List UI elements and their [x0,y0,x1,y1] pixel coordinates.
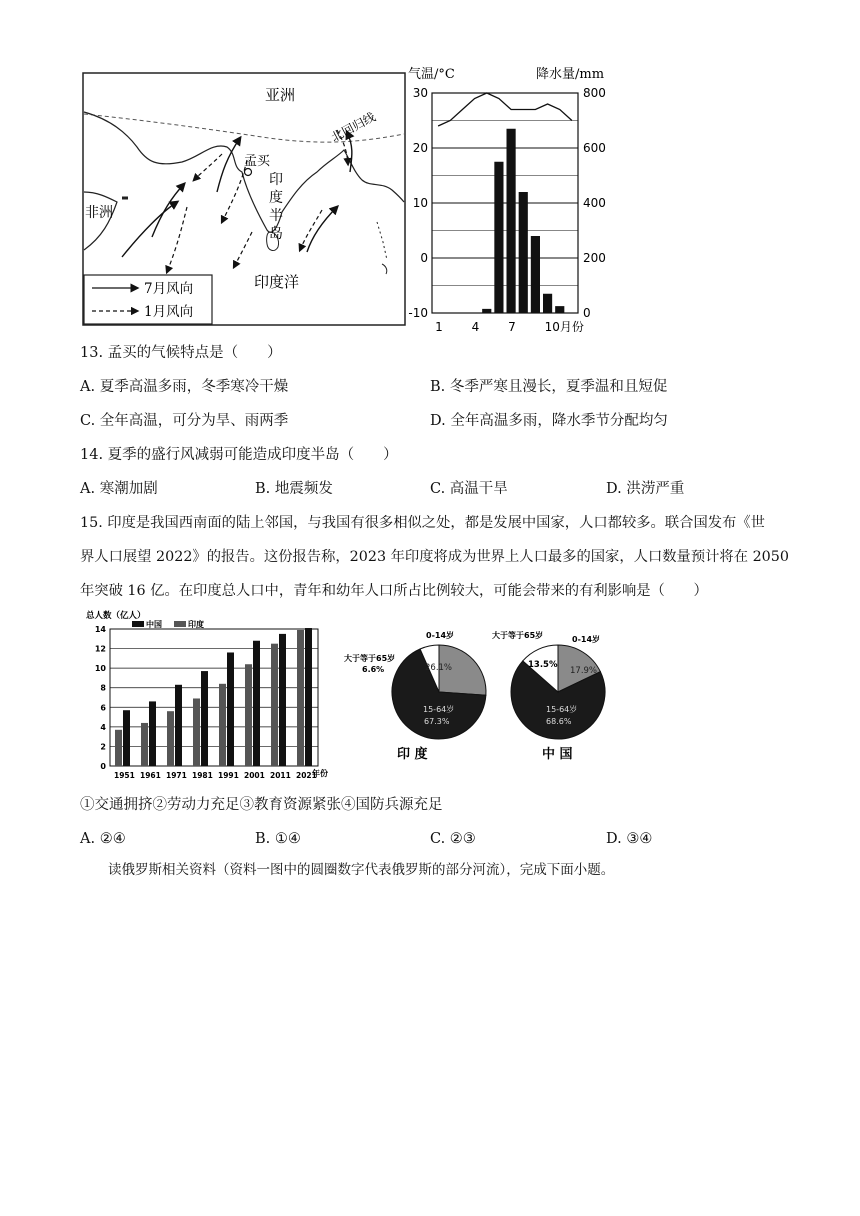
pop-x-tick: 1981 [192,771,213,780]
precip-tick-label: 0 [583,306,591,320]
pop-y-tick: 4 [100,722,106,732]
precip-bar [555,306,564,313]
temp-tick-label: 10 [412,196,428,210]
india-pop-bar [219,684,226,766]
india-1564-label: 15-64岁 [423,705,455,714]
month-tick-label: 10月份 [544,320,584,334]
peninsula-char-3: 半 [269,208,283,224]
legend-july: 7月风向 [144,281,194,297]
q14-option-a[interactable]: A. 寒潮加剧 [80,481,158,497]
china-pop-bar [123,710,130,766]
month-tick-label: 7 [508,320,516,334]
q13-option-a[interactable]: A. 夏季高温多雨，冬季寒冷干燥 [80,379,289,395]
africa-label: 非洲 [85,205,113,221]
q13-option-c[interactable]: C. 全年高温，可分为旱、雨两季 [80,413,289,429]
china-pop-bar [279,634,286,766]
pop-y-tick: 14 [94,625,106,634]
india-65-label: 大于等于65岁 [344,654,396,663]
precip-tick-label: 800 [583,86,606,100]
q14-stem: 14. 夏季的盛行风减弱可能造成印度半岛（ ） [80,447,398,463]
india-65-value: 6.6% [362,665,385,674]
pop-xlabel: 年份 [312,769,328,778]
mumbai-label: 孟买 [244,154,271,169]
population-bar-chart [80,606,340,784]
temp-tick-label: -10 [408,306,428,320]
pop-y-tick: 2 [100,742,106,752]
precip-tick-label: 400 [583,196,606,210]
pop-x-tick: 1991 [218,771,239,780]
india-pop-bar [193,698,200,766]
china-pop-bar [305,628,312,766]
q15-line-3: 年突破 16 亿。在印度总人口中，青年和幼年人口所占比例较大，可能会带来的有利影响是（ ） [80,583,708,599]
china-pie-title: 中 国 [542,747,573,762]
q14-option-c[interactable]: C. 高温干旱 [430,481,508,497]
q15-line-1: 15. 印度是我国西南面的陆上邻国，与我国有很多相似之处，都是发展中国家，人口都较多。联合国发布《世 [80,515,765,531]
pop-ylabel: 总人数（亿人） [86,611,146,621]
q14-option-d[interactable]: D. 洪涝严重 [606,481,685,497]
china-1564-value: 68.6% [546,717,572,726]
india-pop-bar [245,664,252,766]
peninsula-char-1: 印 [269,172,283,188]
mumbai-marker [245,169,252,176]
china-pop-bar [253,641,260,766]
precip-bar [543,294,552,313]
legend-swatch-china [132,621,144,627]
china-65-value: 13.5% [528,660,558,670]
q14-option-b[interactable]: B. 地震频发 [255,481,333,497]
mumbai-climate-chart [400,62,622,338]
temp-tick-label: 20 [412,141,428,155]
ocean-label: 印度洋 [254,273,300,291]
q15-statement: ①交通拥挤②劳动力充足③教育资源紧张④国防兵源充足 [80,797,443,813]
legend-january: 1月风向 [144,304,194,320]
peninsula-char-4: 岛 [269,226,283,242]
pop-y-tick: 6 [100,703,106,713]
precip-bar [531,236,540,313]
china-1564-label: 15-64岁 [546,705,578,714]
pop-x-tick: 1971 [166,771,187,780]
india-pop-bar [167,711,174,766]
q13-option-b[interactable]: B. 冬季严寒且漫长，夏季温和且短促 [430,379,668,395]
legend-swatch-india [174,621,186,627]
pop-x-tick: 1961 [140,771,161,780]
q15-line-2: 界人口展望 2022》的报告。这份报告称，2023 年印度将成为世界上人口最多的国家，人口数量预计将在 2050 [80,549,789,565]
tropic-label: 北回归线 [328,109,378,145]
india-wind-map [82,72,406,326]
precip-bar [507,129,516,313]
legend-india: 印度 [188,620,204,629]
india-age-pie [340,624,490,766]
pop-x-tick: 2001 [244,771,265,780]
precip-tick-label: 200 [583,251,606,265]
india-014-label: 0-14岁 [426,631,455,640]
china-pop-bar [175,685,182,766]
china-pop-bar [201,671,208,766]
pop-x-tick: 2011 [270,771,291,780]
asia-label: 亚洲 [265,86,296,104]
precip-axis-label: 降水量/mm [536,67,605,82]
pop-y-tick: 10 [94,664,106,674]
precip-tick-label: 600 [583,141,606,155]
pop-y-tick: 12 [94,644,106,654]
russia-intro: 读俄罗斯相关资料（资料一图中的圆圈数字代表俄罗斯的部分河流），完成下面小题。 [108,862,615,878]
precip-bar [519,192,528,313]
china-age-pie [490,624,620,766]
pop-y-tick: 8 [100,683,106,693]
india-pop-bar [271,644,278,766]
china-65-label: 大于等于65岁 [492,631,544,640]
precip-bar [494,162,503,313]
india-014-value: 26.1% [425,663,453,673]
pop-x-tick: 2021 [296,771,317,780]
q15-option-d[interactable]: D. ③④ [606,831,653,847]
china-014-value: 17.9% [570,666,598,676]
q15-option-a[interactable]: A. ②④ [80,831,126,847]
q15-option-c[interactable]: C. ②③ [430,831,476,847]
peninsula-char-2: 度 [269,190,283,206]
india-pie-title: 印 度 [397,747,428,762]
temp-tick-label: 30 [412,86,428,100]
q13-option-d[interactable]: D. 全年高温多雨，降水季节分配均匀 [430,413,668,429]
temp-axis-label: 气温/°C [408,67,455,82]
india-pop-bar [115,730,122,766]
pop-x-tick: 1951 [114,771,135,780]
legend-china: 中国 [146,620,162,629]
month-tick-label: 1 [435,320,443,334]
precip-bar [482,309,491,313]
china-pop-bar [149,701,156,766]
india-pop-bar [297,630,304,766]
pop-y-tick: 0 [100,762,106,771]
china-pop-bar [227,652,234,766]
q13-stem: 13. 孟买的气候特点是（ ） [80,345,282,361]
india-1564-value: 67.3% [424,717,450,726]
temperature-line [438,93,572,126]
q15-option-b[interactable]: B. ①④ [255,831,301,847]
china-014-label: 0-14岁 [572,635,601,644]
india-pop-bar [141,723,148,766]
temp-tick-label: 0 [420,251,428,265]
month-tick-label: 4 [471,320,480,334]
